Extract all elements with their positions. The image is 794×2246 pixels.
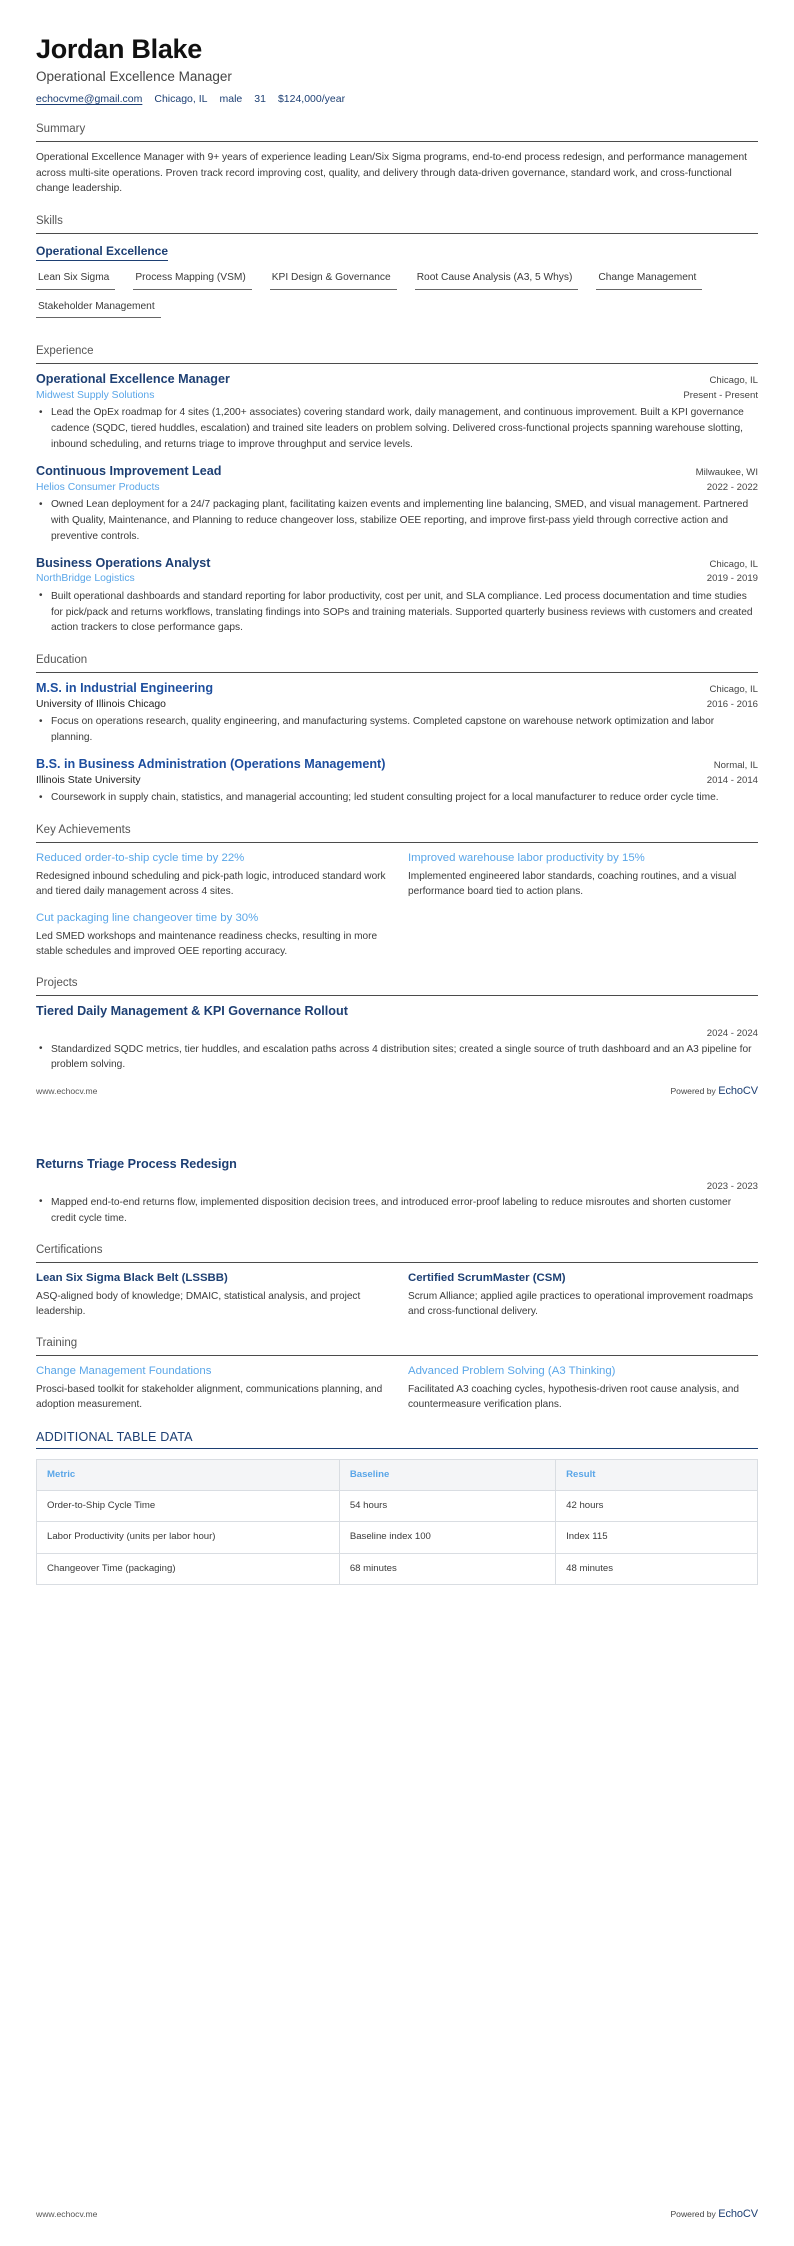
table-row — [37, 1490, 758, 1521]
project-dates: 2023 - 2023 — [706, 1180, 758, 1192]
bullet-item: • Focus on operations research, quality engineering, and manufacturing systems. Completed capstone on warehouse network optimization and labor planning. — [49, 714, 758, 746]
project-bullets — [36, 1042, 758, 1074]
job-bullets — [36, 589, 758, 636]
bullet-item: • Mapped end-to-end returns flow, implemented disposition decision trees, and introduced error-proof labeling to reduce misroutes and shorten customer credit cycle time. — [49, 1195, 758, 1227]
achievement-title: Cut packaging line changeover time by 30% — [36, 911, 259, 924]
bullet-item: • Owned Lean deployment for a 24/7 packaging plant, facilitating kaizen events and implementing line balancing, SMED, and visual management. Partnered with Quality, Maintenance, and Planning to reduce changeover loss, stabilize OEE reporting, and improve first-pass yield through corrective action and preventive controls. — [49, 497, 758, 544]
job-dates: 2019 - 2019 — [706, 573, 758, 585]
section-divider — [36, 141, 758, 142]
section-title-experience: Experience — [36, 345, 94, 358]
section-title-key-achievements: Key Achievements — [36, 824, 131, 836]
table-cell-metric: Order-to-Ship Cycle Time — [37, 1490, 340, 1521]
section-additional-table-data — [36, 1430, 758, 1585]
entry-header — [36, 372, 758, 388]
section-divider — [36, 363, 758, 364]
section-divider — [36, 1262, 758, 1263]
section-skills — [36, 215, 758, 328]
section-divider — [36, 842, 758, 843]
training-grid — [36, 1364, 758, 1412]
project-bullets — [36, 1195, 758, 1227]
table-row — [37, 1522, 758, 1553]
metrics-table — [36, 1459, 758, 1585]
achievement-title: Reduced order-to-ship cycle time by 22% — [36, 851, 245, 864]
contact-email[interactable]: echocvme@gmail.com — [36, 93, 143, 106]
entry-subheader — [36, 389, 758, 403]
bullet-item: • Coursework in supply chain, statistics, and managerial accounting; led student consulting project for a local manufacturer to reduce order cycle time. — [49, 790, 758, 806]
section-summary — [36, 123, 758, 196]
achievement-grid — [36, 851, 758, 959]
section-title-projects: Projects — [36, 977, 78, 990]
table-heading: ADDITIONAL TABLE DATA — [36, 1430, 193, 1445]
achievement-item — [36, 851, 386, 899]
table-cell-result: Index 115 — [556, 1522, 758, 1553]
job-location: Milwaukee, WI — [695, 466, 758, 478]
table-row — [37, 1553, 758, 1584]
training-item — [408, 1364, 758, 1412]
education-entry — [36, 681, 758, 746]
page-title: Jordan Blake — [36, 34, 202, 64]
certification-grid — [36, 1271, 758, 1319]
certification-title: Certified ScrumMaster (CSM) — [408, 1272, 566, 1285]
entry-subheader — [36, 698, 758, 712]
section-divider — [36, 1355, 758, 1356]
section-projects-continued — [36, 1157, 758, 1226]
footer-brand — [670, 1085, 758, 1097]
entry-header — [36, 556, 758, 572]
company-name: NorthBridge Logistics — [36, 573, 135, 585]
certification-item — [408, 1271, 758, 1319]
contact-location: Chicago, IL — [154, 93, 208, 106]
page-footer — [36, 2208, 758, 2220]
project-title: Tiered Daily Management & KPI Governance Rollout — [36, 1003, 348, 1018]
degree-title: M.S. in Industrial Engineering — [36, 681, 214, 696]
job-location: Chicago, IL — [709, 558, 758, 570]
degree-title: B.S. in Business Administration (Operations Management) — [36, 756, 386, 771]
section-projects — [36, 977, 758, 1073]
table-header-row — [37, 1460, 758, 1491]
bullet-item: • Lead the OpEx roadmap for 4 sites (1,200+ associates) covering standard work, daily management, and continuous improvement. Built a KPI governance cadence (SQDC, tiered huddles, escalation) and trained site leaders on problem solving. Delivered cross-functional projects spanning warehouse slotting, inbound scheduling, and returns triage to improve throughput and service levels. — [49, 405, 758, 452]
certification-item — [36, 1271, 386, 1319]
table-cell-result: 48 minutes — [556, 1553, 758, 1584]
school-name: Illinois State University — [36, 774, 141, 786]
company-name: Helios Consumer Products — [36, 481, 160, 493]
section-divider — [36, 233, 758, 234]
table-cell-baseline: 68 minutes — [339, 1553, 555, 1584]
professional-headline: Operational Excellence Manager — [36, 69, 232, 85]
entry-header — [36, 681, 758, 697]
job-title: Continuous Improvement Lead — [36, 463, 222, 478]
job-title: Business Operations Analyst — [36, 555, 211, 570]
experience-entry — [36, 464, 758, 545]
training-desc: Prosci-based toolkit for stakeholder alignment, communications planning, and adoption measurement. — [36, 1383, 383, 1411]
table-cell-baseline: 54 hours — [339, 1490, 555, 1521]
page-footer — [36, 1085, 758, 1097]
section-divider — [36, 1448, 758, 1449]
achievement-item — [36, 911, 386, 959]
achievement-title: Improved warehouse labor productivity by 15% — [408, 851, 645, 864]
school-name: University of Illinois Chicago — [36, 698, 166, 710]
contact-gender: male — [219, 93, 243, 106]
training-title: Change Management Foundations — [36, 1365, 212, 1378]
certification-desc: ASQ-aligned body of knowledge; DMAIC, statistical analysis, and project leadership. — [36, 1290, 361, 1318]
skill-chip: KPI Design & Governance — [270, 270, 397, 290]
experience-entry — [36, 556, 758, 637]
footer-powered-by-label: Powered by — [670, 2209, 719, 2219]
contact-salary: $124,000/year — [277, 93, 346, 106]
school-location: Chicago, IL — [709, 684, 758, 696]
entry-header — [36, 464, 758, 480]
resume-page-2 — [0, 1123, 794, 2246]
education-bullets — [36, 714, 758, 746]
achievement-item — [408, 851, 758, 899]
school-location: Normal, IL — [713, 759, 758, 771]
entry-subheader — [36, 481, 758, 495]
section-divider — [36, 672, 758, 673]
section-title-skills: Skills — [36, 214, 63, 227]
skill-group-title: Operational Excellence — [36, 244, 168, 261]
achievement-desc: Implemented engineered labor standards, coaching routines, and a visual performance board tied to action plans. — [408, 870, 737, 897]
training-item — [36, 1364, 386, 1412]
table-column-header-baseline: Baseline — [339, 1460, 555, 1491]
summary-text: Operational Excellence Manager with 9+ years of experience leading Lean/Six Sigma programs, end-to-end process redesign, and performance management across multi-site operations. Proven track record improving cost, quality, and delivery through data-driven governance, standard work, and cross-functional change leadership. — [36, 152, 747, 195]
table-cell-baseline: Baseline index 100 — [339, 1522, 555, 1553]
education-dates: 2016 - 2016 — [706, 698, 758, 710]
table-column-header-metric: Metric — [37, 1460, 340, 1491]
education-entry — [36, 757, 758, 806]
footer-url[interactable]: www.echocv.me — [36, 1086, 98, 1096]
section-certifications — [36, 1244, 758, 1319]
section-title-certifications: Certifications — [36, 1244, 103, 1257]
brand-name: EchoCV — [718, 2208, 758, 2220]
entry-header — [36, 757, 758, 773]
section-experience — [36, 345, 758, 636]
section-education — [36, 654, 758, 806]
section-key-achievements — [36, 824, 758, 959]
bullet-item: • Built operational dashboards and standard reporting for labor productivity, cost per unit, and SLA compliance. Led process documentation and time studies for pick/pack and returns workflows, translating findings into SOPs and training materials. Supported quarterly business reviews with customers and created action trackers to close performance gaps. — [49, 589, 758, 636]
job-title: Operational Excellence Manager — [36, 372, 230, 387]
section-title-education: Education — [36, 654, 88, 667]
job-dates: Present - Present — [683, 389, 758, 401]
contact-age: 31 — [254, 93, 266, 106]
section-divider — [36, 995, 758, 996]
skill-chip: Root Cause Analysis (A3, 5 Whys) — [415, 270, 579, 290]
certification-desc: Scrum Alliance; applied agile practices to operational improvement roadmaps and cross-functional delivery. — [408, 1290, 754, 1318]
footer-powered-by-label: Powered by — [670, 1086, 719, 1096]
contact-line — [36, 93, 758, 105]
education-dates: 2014 - 2014 — [706, 774, 758, 786]
skill-list — [36, 270, 758, 328]
bullet-item: • Standardized SQDC metrics, tier huddles, and escalation paths across 4 distribution sites; created a single source of truth dashboard and an A3 pipeline for problem solving. — [49, 1042, 758, 1074]
table-header — [37, 1460, 758, 1491]
skill-chip: Lean Six Sigma — [36, 270, 115, 290]
resume-header — [36, 34, 758, 105]
experience-entry — [36, 372, 758, 453]
table-body — [37, 1490, 758, 1584]
section-title-training: Training — [36, 1337, 78, 1350]
entry-subheader — [36, 774, 758, 788]
project-entry — [36, 1157, 758, 1226]
footer-url[interactable]: www.echocv.me — [36, 2209, 98, 2219]
entry-subheader — [36, 572, 758, 586]
achievement-desc: Led SMED workshops and maintenance readiness checks, resulting in more stable schedules and improved OEE reporting accuracy. — [36, 930, 378, 957]
section-training — [36, 1337, 758, 1412]
education-bullets — [36, 790, 758, 806]
achievement-desc: Redesigned inbound scheduling and pick-path logic, introduced standard work and tiered daily management across 4 sites. — [36, 870, 386, 897]
table-cell-result: 42 hours — [556, 1490, 758, 1521]
skill-chip: Process Mapping (VSM) — [133, 270, 251, 290]
table-cell-metric: Changeover Time (packaging) — [37, 1553, 340, 1584]
project-title: Returns Triage Process Redesign — [36, 1157, 237, 1171]
footer-brand — [670, 2208, 758, 2220]
section-title-summary: Summary — [36, 123, 86, 136]
job-location: Chicago, IL — [709, 375, 758, 387]
project-entry — [36, 1004, 758, 1073]
training-desc: Facilitated A3 coaching cycles, hypothesis-driven root cause analysis, and countermeasure verification plans. — [408, 1383, 740, 1411]
brand-name: EchoCV — [718, 1085, 758, 1097]
certification-title: Lean Six Sigma Black Belt (LSSBB) — [36, 1272, 228, 1285]
table-cell-metric: Labor Productivity (units per labor hour) — [37, 1522, 340, 1553]
project-dates: 2024 - 2024 — [706, 1027, 758, 1039]
table-column-header-result: Result — [556, 1460, 758, 1491]
training-title: Advanced Problem Solving (A3 Thinking) — [408, 1365, 616, 1378]
job-dates: 2022 - 2022 — [706, 481, 758, 493]
company-name: Midwest Supply Solutions — [36, 389, 155, 401]
skill-chip: Stakeholder Management — [36, 299, 161, 319]
job-bullets — [36, 405, 758, 452]
skill-chip: Change Management — [596, 270, 702, 290]
job-bullets — [36, 497, 758, 544]
